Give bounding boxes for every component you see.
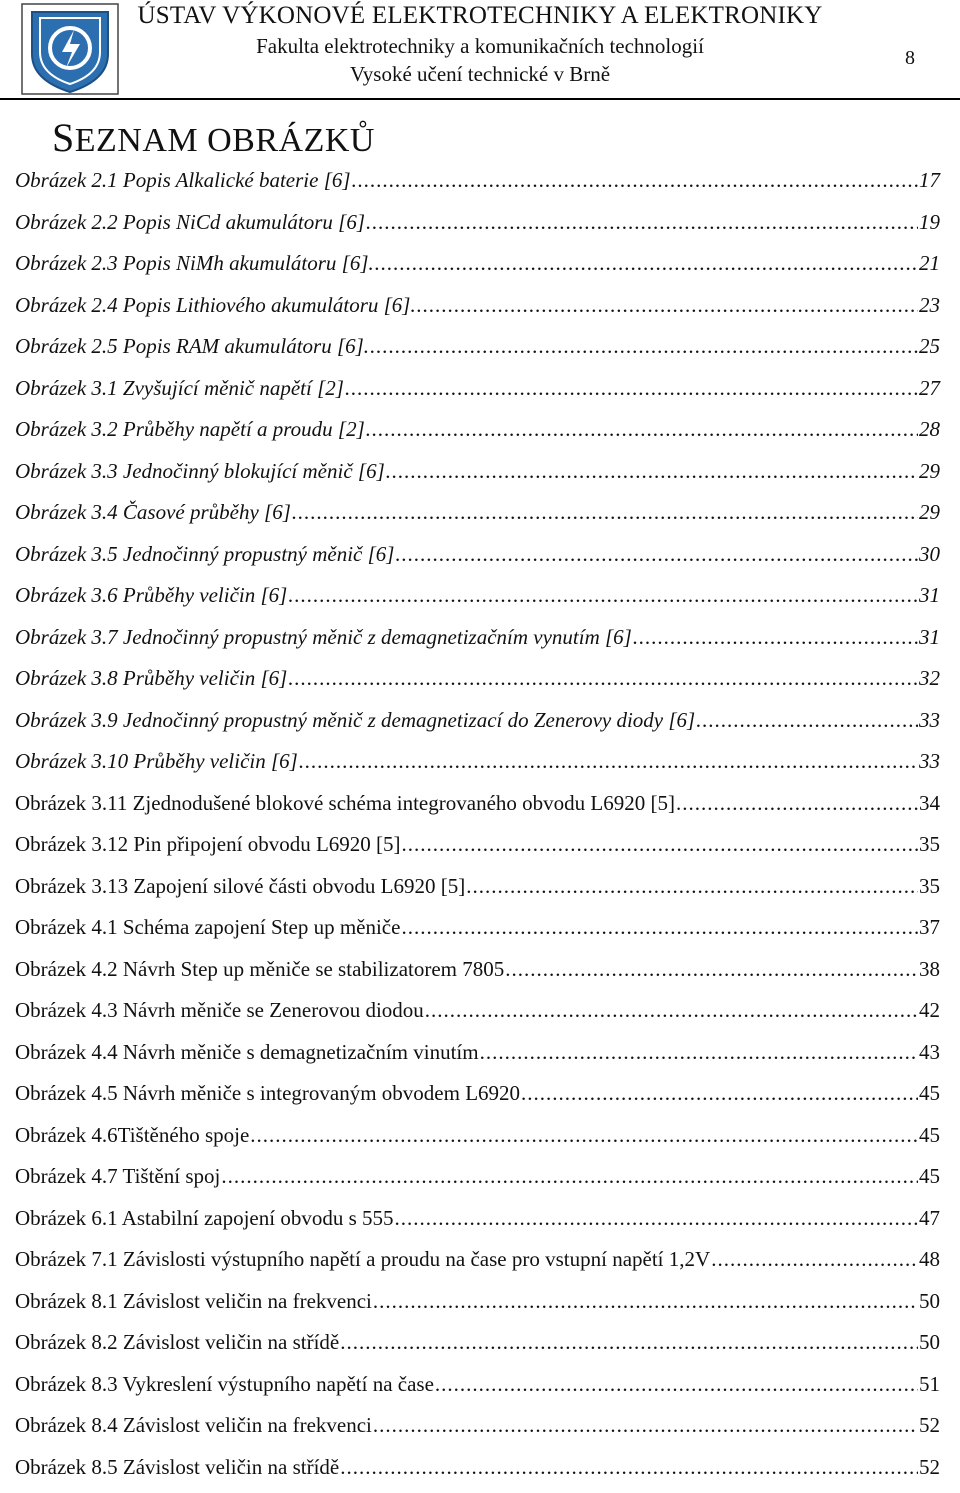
entry-page-number: 30 (919, 539, 940, 569)
dot-leader (340, 1327, 918, 1357)
list-item[interactable] (15, 954, 940, 996)
page-number: 8 (905, 47, 915, 70)
entry-title: Obrázek 3.10 Průběhy veličin [6] (15, 746, 298, 776)
entry-page-number: 42 (919, 995, 940, 1025)
entry-title: Obrázek 4.2 Návrh Step up měniče se stabilizatorem 7805 (15, 954, 504, 984)
list-item[interactable] (15, 414, 940, 456)
entry-title: Obrázek 2.2 Popis NiCd akumulátoru [6] (15, 207, 365, 237)
dot-leader (521, 1078, 918, 1108)
list-item[interactable] (15, 788, 940, 830)
section-title-initial: S (52, 115, 75, 160)
list-item[interactable] (15, 995, 940, 1037)
list-item[interactable] (15, 871, 940, 913)
entry-title: Obrázek 3.2 Průběhy napětí a proudu [2] (15, 414, 365, 444)
entry-page-number: 33 (919, 746, 940, 776)
entry-title: Obrázek 3.8 Průběhy veličin [6] (15, 663, 287, 693)
dot-leader (366, 414, 918, 444)
list-item[interactable] (15, 622, 940, 664)
entry-page-number: 38 (919, 954, 940, 984)
list-item[interactable] (15, 331, 940, 373)
list-item[interactable] (15, 829, 940, 871)
list-item[interactable] (15, 1120, 940, 1162)
header-divider (0, 98, 960, 100)
section-title-rest: EZNAM OBRÁZKŮ (75, 122, 375, 159)
entry-page-number: 47 (919, 1203, 940, 1233)
entry-title: Obrázek 3.11 Zjednodušené blokové schéma integrovaného obvodu L6920 [5] (15, 788, 675, 818)
list-item[interactable] (15, 1078, 940, 1120)
entry-page-number: 17 (919, 165, 940, 195)
list-item[interactable] (15, 1452, 940, 1493)
entry-title: Obrázek 2.1 Popis Alkalické baterie [6] (15, 165, 351, 195)
entry-page-number: 33 (919, 705, 940, 735)
list-item[interactable] (15, 290, 940, 332)
dot-leader (395, 539, 918, 569)
dot-leader (676, 788, 918, 818)
university-name: Vysoké učení technické v Brně (130, 62, 830, 87)
list-item[interactable] (15, 1369, 940, 1411)
entry-page-number: 27 (919, 373, 940, 403)
entry-page-number: 34 (919, 788, 940, 818)
entry-page-number: 50 (919, 1286, 940, 1316)
entry-title: Obrázek 3.7 Jednočinný propustný měnič z demagnetizačním vynutím [6] (15, 622, 632, 652)
list-item[interactable] (15, 497, 940, 539)
entry-title: Obrázek 3.1 Zvyšující měnič napětí [2] (15, 373, 344, 403)
entry-page-number: 45 (919, 1078, 940, 1108)
list-item[interactable] (15, 207, 940, 249)
list-item[interactable] (15, 912, 940, 954)
dot-leader (292, 497, 918, 527)
entry-page-number: 45 (919, 1161, 940, 1191)
entry-page-number: 28 (919, 414, 940, 444)
entry-title: Obrázek 3.9 Jednočinný propustný měnič z demagnetizací do Zenerovy diody [6] (15, 705, 695, 735)
dot-leader (466, 871, 918, 901)
entry-page-number: 19 (919, 207, 940, 237)
entry-page-number: 32 (919, 663, 940, 693)
institute-name: ÚSTAV VÝKONOVÉ ELEKTROTECHNIKY A ELEKTRONIKY (130, 2, 830, 30)
page-header (0, 0, 960, 100)
list-item[interactable] (15, 1037, 940, 1079)
list-item[interactable] (15, 248, 940, 290)
section-title (52, 114, 375, 161)
entry-title: Obrázek 4.4 Návrh měniče s demagnetizačním vinutím (15, 1037, 479, 1067)
list-item[interactable] (15, 1286, 940, 1328)
list-item[interactable] (15, 705, 940, 747)
entry-title: Obrázek 3.6 Průběhy veličin [6] (15, 580, 287, 610)
dot-leader (395, 1203, 918, 1233)
entry-page-number: 29 (919, 456, 940, 486)
dot-leader (401, 912, 918, 942)
entry-title: Obrázek 8.5 Závislost veličin na střídě (15, 1452, 339, 1482)
dot-leader (386, 456, 918, 486)
entry-title: Obrázek 2.3 Popis NiMh akumulátoru [6]. (15, 248, 374, 278)
list-item[interactable] (15, 1244, 940, 1286)
dot-leader (340, 1452, 918, 1482)
entry-page-number: 48 (919, 1244, 940, 1274)
entry-title: Obrázek 8.4 Závislost veličin na frekvenci (15, 1410, 372, 1440)
list-item[interactable] (15, 165, 940, 207)
entry-page-number: 37 (919, 912, 940, 942)
dot-leader (435, 1369, 918, 1399)
dot-leader (250, 1120, 918, 1150)
faculty-name: Fakulta elektrotechniky a komunikačních technologií (130, 34, 830, 59)
entry-page-number: 31 (919, 622, 940, 652)
entry-title: Obrázek 2.5 Popis RAM akumulátoru [6]. (15, 331, 369, 361)
figure-list (15, 165, 940, 1493)
dot-leader (505, 954, 918, 984)
entry-page-number: 23 (919, 290, 940, 320)
dot-leader (373, 1410, 918, 1440)
list-item[interactable] (15, 580, 940, 622)
entry-page-number: 52 (919, 1410, 940, 1440)
entry-title: Obrázek 4.3 Návrh měniče se Zenerovou diodou (15, 995, 424, 1025)
entry-page-number: 50 (919, 1327, 940, 1357)
entry-title: Obrázek 3.12 Pin připojení obvodu L6920 [5] (15, 829, 401, 859)
entry-title: Obrázek 8.2 Závislost veličin na střídě (15, 1327, 339, 1357)
entry-title: Obrázek 4.7 Tištění spoj (15, 1161, 220, 1191)
list-item[interactable] (15, 539, 940, 581)
list-item[interactable] (15, 663, 940, 705)
dot-leader (696, 705, 918, 735)
vut-shield-logo-icon (20, 2, 120, 96)
dot-leader (352, 165, 918, 195)
list-item[interactable] (15, 1161, 940, 1203)
entry-page-number: 31 (919, 580, 940, 610)
entry-title: Obrázek 3.3 Jednočinný blokující měnič [6] (15, 456, 385, 486)
entry-page-number: 43 (919, 1037, 940, 1067)
dot-leader (221, 1161, 918, 1191)
list-item[interactable] (15, 746, 940, 788)
entry-page-number: 52 (919, 1452, 940, 1482)
entry-title: Obrázek 2.4 Popis Lithiového akumulátoru [6]. (15, 290, 416, 320)
list-item[interactable] (15, 1203, 940, 1245)
entry-title: Obrázek 3.5 Jednočinný propustný měnič [6] (15, 539, 394, 569)
dot-leader (711, 1244, 918, 1274)
entry-title: Obrázek 4.6Tištěného spoje (15, 1120, 249, 1150)
entry-page-number: 25 (919, 331, 940, 361)
entry-title: Obrázek 7.1 Závislosti výstupního napětí a proudu na čase pro vstupní napětí 1,2V (15, 1244, 710, 1274)
entry-page-number: 35 (919, 871, 940, 901)
dot-leader (480, 1037, 918, 1067)
list-item[interactable] (15, 1410, 940, 1452)
dot-leader (402, 829, 918, 859)
list-item[interactable] (15, 1327, 940, 1369)
dot-leader (633, 622, 918, 652)
entry-page-number: 35 (919, 829, 940, 859)
list-item[interactable] (15, 373, 940, 415)
dot-leader (373, 1286, 918, 1316)
entry-title: Obrázek 8.1 Závislost veličin na frekvenci (15, 1286, 372, 1316)
dot-leader (375, 248, 918, 278)
dot-leader (366, 207, 918, 237)
dot-leader (425, 995, 918, 1025)
entry-title: Obrázek 4.5 Návrh měniče s integrovaným obvodem L6920 (15, 1078, 520, 1108)
entry-page-number: 45 (919, 1120, 940, 1150)
list-item[interactable] (15, 456, 940, 498)
dot-leader (370, 331, 918, 361)
entry-title: Obrázek 3.13 Zapojení silové části obvodu L6920 [5] (15, 871, 465, 901)
dot-leader (299, 746, 918, 776)
entry-page-number: 29 (919, 497, 940, 527)
dot-leader (288, 663, 918, 693)
entry-title: Obrázek 8.3 Vykreslení výstupního napětí na čase (15, 1369, 434, 1399)
entry-title: Obrázek 6.1 Astabilní zapojení obvodu s 555 (15, 1203, 394, 1233)
entry-title: Obrázek 3.4 Časové průběhy [6] (15, 497, 291, 527)
entry-page-number: 51 (919, 1369, 940, 1399)
entry-title: Obrázek 4.1 Schéma zapojení Step up měniče (15, 912, 400, 942)
dot-leader (288, 580, 918, 610)
dot-leader (345, 373, 918, 403)
dot-leader (417, 290, 918, 320)
entry-page-number: 21 (919, 248, 940, 278)
